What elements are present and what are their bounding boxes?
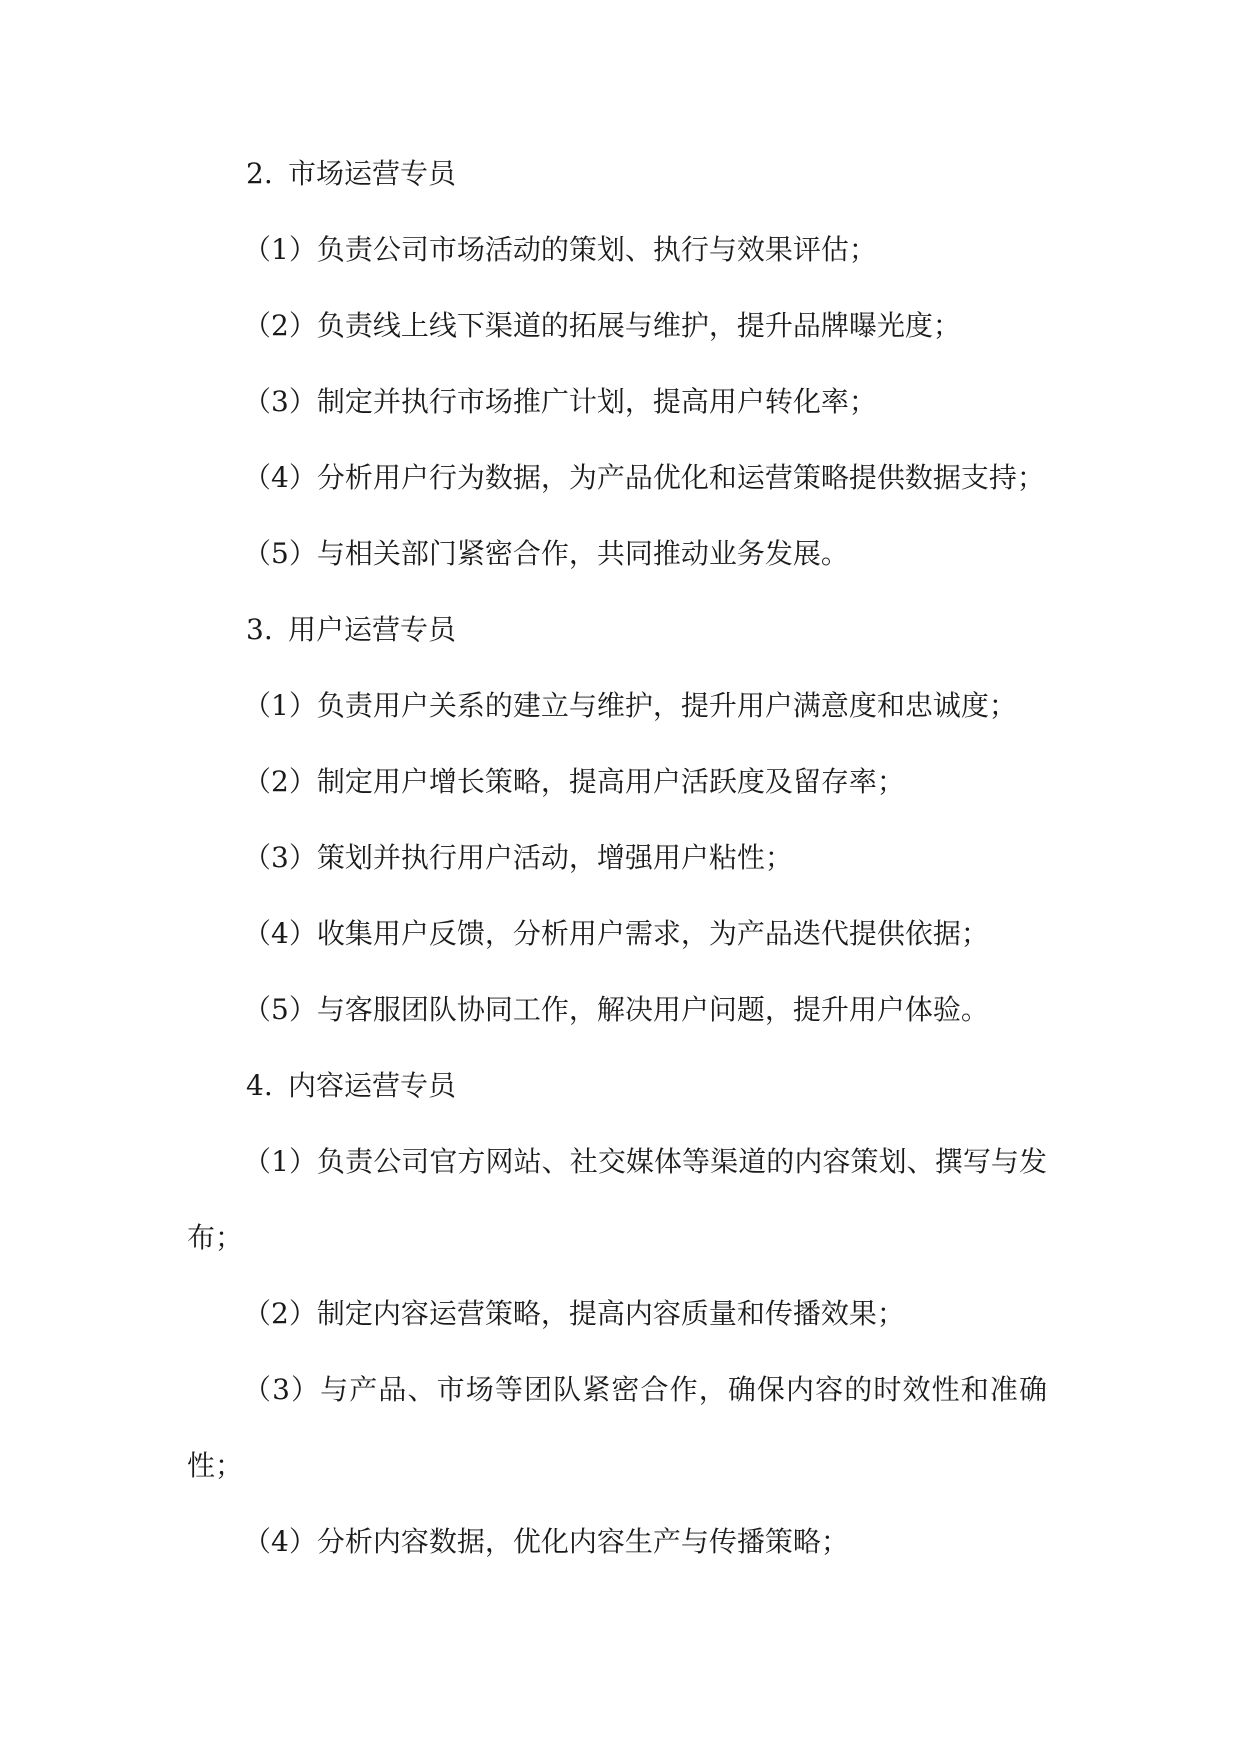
list-item: （1）负责公司官方网站、社交媒体等渠道的内容策划、撰写与发布； — [187, 1145, 1047, 1254]
list-item: （3）策划并执行用户活动，增强用户粘性； — [243, 841, 793, 874]
section-title: 用户运营专员 — [288, 613, 457, 646]
section-number: 4. — [246, 1069, 273, 1102]
list-item: （2）制定用户增长策略，提高用户活跃度及留存率； — [243, 765, 905, 798]
list-item: （3）与产品、市场等团队紧密合作，确保内容的时效性和准确性； — [187, 1373, 1047, 1482]
section-title: 市场运营专员 — [288, 157, 457, 190]
list-item: （4）分析内容数据，优化内容生产与传播策略； — [243, 1525, 849, 1558]
list-item: （5）与相关部门紧密合作，共同推动业务发展。 — [243, 537, 849, 570]
list-item: （2）制定内容运营策略，提高内容质量和传播效果； — [243, 1297, 905, 1330]
document-body — [187, 136, 1047, 1580]
section-heading — [187, 136, 1047, 212]
section-title: 内容运营专员 — [288, 1069, 457, 1102]
list-item: （2）负责线上线下渠道的拓展与维护，提升品牌曝光度； — [243, 309, 961, 342]
section-heading — [187, 592, 1047, 668]
section-number: 2. — [246, 157, 273, 190]
list-item: （4）收集用户反馈，分析用户需求，为产品迭代提供依据； — [243, 917, 989, 950]
list-item: （1）负责公司市场活动的策划、执行与效果评估； — [243, 233, 877, 266]
section-number: 3. — [246, 613, 273, 646]
list-item: （4）分析用户行为数据，为产品优化和运营策略提供数据支持； — [243, 461, 1045, 494]
list-item: （5）与客服团队协同工作，解决用户问题，提升用户体验。 — [243, 993, 989, 1026]
list-item: （3）制定并执行市场推广计划，提高用户转化率； — [243, 385, 877, 418]
section-heading — [187, 1048, 1047, 1124]
list-item: （1）负责用户关系的建立与维护，提升用户满意度和忠诚度； — [243, 689, 1017, 722]
